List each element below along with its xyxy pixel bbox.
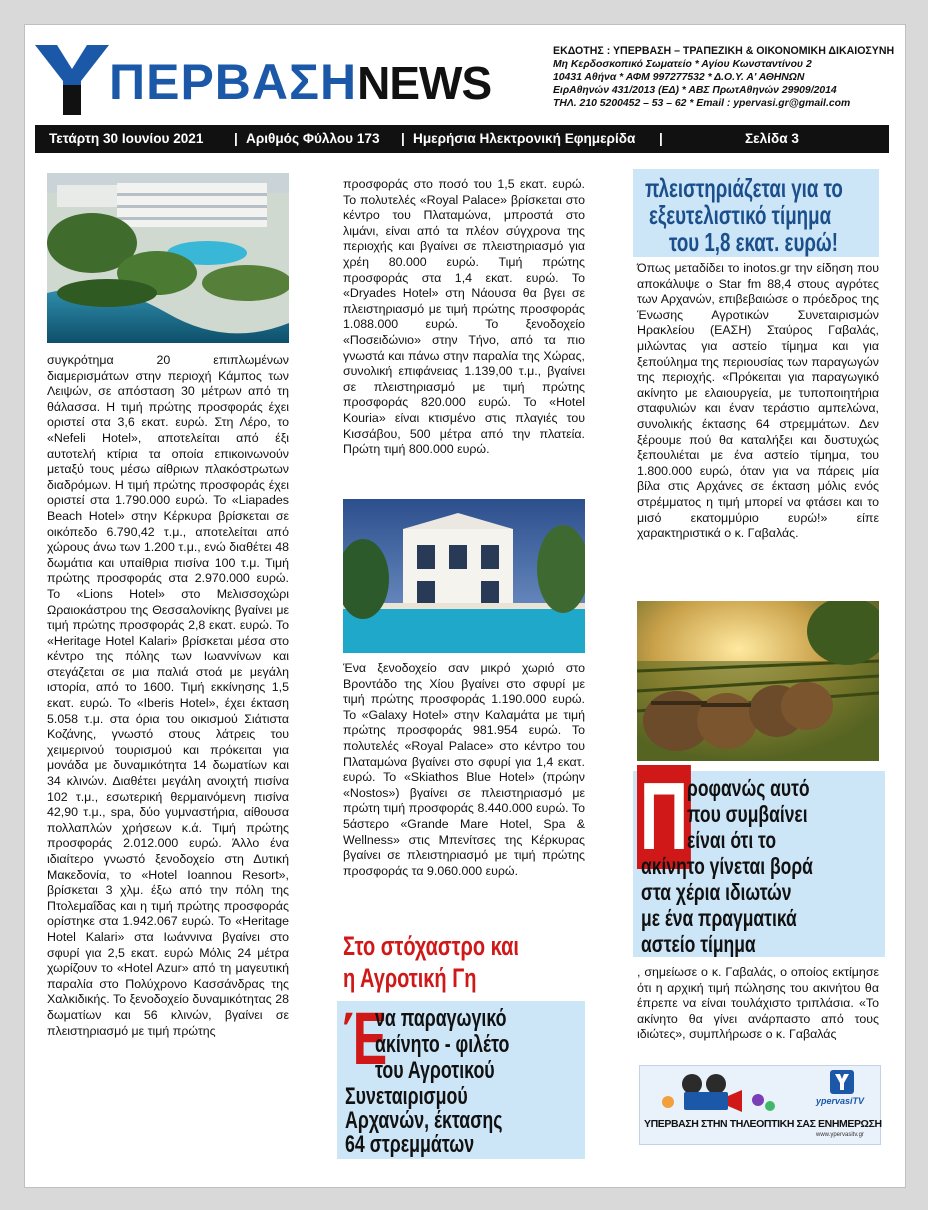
article-column-2-mid bbox=[343, 661, 585, 879]
masthead bbox=[35, 41, 495, 121]
hotel-photo-1-image bbox=[47, 173, 289, 343]
issue-number: Αριθμός Φύλλου 173 bbox=[246, 131, 380, 146]
quote-line: ροφανώς αυτό bbox=[687, 775, 810, 801]
publisher-line: 10431 Αθήνα * ΑΦΜ 997277532 * Δ.Ο.Υ. Α' ΑΘΗΝΩΝ bbox=[553, 72, 805, 83]
logo-y-icon bbox=[35, 45, 109, 115]
hotel-photo-2-image bbox=[343, 499, 585, 653]
publisher-info bbox=[553, 45, 893, 110]
box-line: ακίνητο - φιλέτο bbox=[375, 1031, 510, 1058]
separator: | bbox=[659, 131, 663, 146]
quote-line: με ένα πραγματικά bbox=[641, 905, 797, 931]
headline-line: η Αγροτική Γη bbox=[343, 963, 477, 993]
quote-line: αστείο τίμημα bbox=[641, 931, 756, 957]
box-line: να παραγωγικό bbox=[375, 1005, 507, 1032]
hotel-photo-1 bbox=[47, 173, 289, 343]
headline-line: εξευτελιστικό τίμημα bbox=[649, 200, 832, 230]
publisher-line: Μη Κερδοσκοπικό Σωματείο * Αγίου Κωνσταντίνου 2 bbox=[553, 59, 812, 70]
publisher-line: ΕιρΑθηνών 431/2013 (ΕΔ) * ΑΒΣ ΠρωτΑθηνών 29909/2014 bbox=[553, 85, 837, 96]
article-text: προσφοράς στο ποσό του 1,5 εκατ. ευρώ. Το πολυτελές «Royal Palace» βρίσκεται στο κέντρο του Πλαταμώνα, μπροστά στο λιμάνι, είναι από τα πλέον σύγχρονα της περιοχής και βγαίνει σε πλειστηριασμό για χρέη 80.000 ευρώ. Τιμή πρώτης προσφοράς στα 1,4 εκατ. ευρώ. Το «Dryades Hotel» στη Νάουσα θα βγει σε πλειστηριασμό με τιμή πρώτης προσφοράς 1.088.000 ευρώ. Το ξενοδοχείο «Ποσειδώνιο» στην Τήνο, από τα πιο γνωστά και πάνω στην παραλία της Χώρας, συνολική επιφάνειας 1.139,00 τ.μ., βγαίνει σε πλειστηριασμό με τιμή πρώτης προσφοράς 820.000 ευρώ. Το «Hotel Kouria» είναι κτισμένο στις πλαγιές του Κισσάβου, 500 μέτρα από την πλατεία. Πρώτη τιμή 800.000 ευρώ. bbox=[343, 177, 585, 457]
publisher-line: ΕΚΔΟΤΗΣ : ΥΠΕΡΒΑΣΗ – ΤΡΑΠΕΖΙΚΗ & ΟΙΚΟΝΟΜΙΚΗ ΔΙΚΑΙΟΣΥΝΗ bbox=[553, 45, 895, 57]
dropcap: Έ bbox=[343, 997, 388, 1080]
ad-caption: ΥΠΕΡΒΑΣΗ ΣΤΗΝ ΤΗΛΕΟΠΤΙΚΗ ΣΑΣ ΕΝΗΜΕΡΩΣΗ bbox=[644, 1118, 882, 1130]
separator: | bbox=[401, 131, 405, 146]
page-number: Σελίδα 3 bbox=[745, 131, 799, 146]
article-text: , σημείωσε ο κ. Γαβαλάς, ο οποίος εκτίμησε ότι η αρχική τιμή πώλησης του ακινήτου θα έπρεπε να είναι τουλάχιστο τριπλάσια. «Το ακίνητο θα γίνει ανάρπαστο από τους ιδιώτες», συμπλήρωσε ο κ. Γαβαλάς bbox=[637, 965, 879, 1042]
headline-box-auction bbox=[633, 169, 879, 257]
quote-line: που συμβαίνει bbox=[687, 801, 808, 827]
article-text: Όπως μεταδίδει το inotos.gr την είδηση που αποκάλυψε ο Star fm 88,4 στους αγρότες των Αρχανών, επιβεβαιώσε ο πρόεδρος της Ένωσης Αγροτικών Συνεταιρισμών Ηρακλείου (ΕΑΣΗ) Σταύρος Γαβαλάς, μιλώντας για αστείο τίμημα και για ξεπούλημα της περιουσίας των παραγωγών της περιοχής. «Πρόκειται για παραγωγικό ακίνητο με ελαιουργεία, με τυποποιητήρια σταφυλιών και έναν τεράστιο αμπελώνα, συνολικής έκτασης 64 στρεμμάτων. Δεν ξέρουμε πού θα καταλήξει και δυστυχώς ξεπουλιέται με ένα αστείο τίμημα, του 1.800.000 ευρώ, όταν για να πάρεις μία βίλα στις Αρχάνες σε έκταση μόλις ενός στρέμματος η τιμή μπορεί να φτάσει και το μισό εκατομμύριο ευρώ!» είπε χαρακτηριστικά ο κ. Γαβαλάς. bbox=[637, 261, 879, 541]
hotel-photo-2 bbox=[343, 499, 585, 653]
publisher-line: ΤΗΛ. 210 5200452 – 53 – 62 * Email : ypervasi.gr@gmail.com bbox=[553, 98, 851, 109]
section-headline bbox=[343, 931, 593, 993]
paper-type: Ημερήσια Ηλεκτρονική Εφημερίδα bbox=[413, 131, 636, 146]
box-line: του Αγροτικού bbox=[375, 1057, 495, 1084]
vineyard-photo bbox=[637, 601, 879, 761]
cinema-camera-icon bbox=[658, 1072, 778, 1114]
ad-brand: ypervasiTV bbox=[816, 1096, 865, 1106]
headline-line: του 1,8 εκατ. ευρώ! bbox=[669, 227, 838, 257]
highlight-box-land bbox=[337, 997, 585, 1159]
box-line: Συνεταιρισμού bbox=[345, 1083, 468, 1110]
newspaper-page bbox=[24, 24, 906, 1188]
box-line: 64 στρεμμάτων bbox=[345, 1131, 475, 1158]
dropcap: Π bbox=[637, 765, 691, 869]
box-line: Αρχανών, έκτασης bbox=[345, 1107, 503, 1134]
quote-line: είναι ότι το bbox=[687, 827, 777, 853]
article-text: Ένα ξενοδοχείο σαν μικρό χωριό στο Βροντάδο της Χίου βγαίνει στο σφυρί με τιμή πρώτης προσφοράς 1.190.000 ευρώ. Το «Galaxy Hotel» στην Καλαμάτα με τιμή πρώτης προσφοράς 981.954 ευρώ. Το πολυτελές «Royal Palace» στο κέντρο του Πλαταμώνα βγαίνει στο σφυρί για 1,4 εκατ. ευρώ. Το «Skiathos Blue Hotel» (πρώην «Nostos») βγαίνει σε πλειστηριασμό με πρώτη τιμή προσφοράς 8.440.000 ευρώ. Το 5άστερο «Grande Mare Hotel, Spa & Wellness» στις Μπενίτσες της Κέρκυρας βγαίνει σε πλειστηριασμό με τιμή πρώτης προσφοράς τα 9.060.000 ευρώ. bbox=[343, 661, 585, 878]
issue-date: Τετάρτη 30 Ιουνίου 2021 bbox=[49, 131, 204, 146]
ypervasi-tv-logo-icon bbox=[830, 1070, 854, 1094]
article-column-2-top bbox=[343, 177, 585, 458]
logo-wordmark bbox=[109, 55, 491, 110]
article-column-3-bottom bbox=[637, 965, 879, 1043]
article-text: συγκρότημα 20 επιπλωμένων διαμερισμάτων στην περιοχή Κάμπος των Λειψών, σε απόσταση 30 μέτρων από τη θάλασσα. Η τιμή πρώτης προσφοράς έχει οριστεί στα 3,6 εκατ. ευρώ. Στη Λέρο, το «Nefeli Hotel», αποτελείται από έξι αυτοτελή κτίρια τα οποία επικοινωνούν μεταξύ τους μέσω αίθριων πλακόστρωτων διαδρόμων. Η τιμή πρώτης προσφοράς έχει οριστεί στα 1.790.000 ευρώ. Το «Liapades Beach Hotel» στην Κέρκυρα βρίσκεται σε οικόπεδο 6.790,42 τ.μ., αποτελείται από χώρους άνω των 1.200 τ.μ., ενώ διαθέτει 48 δωμάτια και υπαίθρια πισίνα 100 τ.μ. Τιμή πρώτης προσφοράς στα 2.970.000 ευρώ. Το «Lions Hotel» στο Μελισσοχώρι Ωραιοκάστρου της Θεσσαλονίκης βγαίνει με τιμή πρώτης προσφοράς 2,8 εκατ. ευρώ. Το «Heritage Hotel Kalari» βρίσκεται μέσα στο κέντρο της πόλης των Ιωαννίνων και στεγάζεται σε μια παλιά στοά με μεγάλη ιστορία, από το 1600. Τιμή εκκίνησης 1,5 εκατ. ευρώ. Το «Iberis Hotel», έχει έκταση 5.058 τ.μ. στα όρια του οικισμού Σιάτιστα Κοζάνης, γνωστό στους λάτρεις του χειμερινού τουρισμού και πρόκειται για μονάδα με δυναμικότητα 14 δωματίων και 34 κλινών. Διαθέτει μεγάλη ανοιχτή πισίνα 102 τ.μ., εσωτερική θερμαινόμενη πισίνα 42,90 τ.μ., spa, δύο γυμναστήρια, αίθουσα πολλαπλών χρήσεων κ.ά. Τιμή πρώτης προσφοράς 2.012.000 ευρώ. Άλλο ένα ιδιαίτερο γνωστό ξενοδοχείο στη Δυτική Μακεδονία, το «Hotel Ioannou Resort», βρίσκεται 3 χλμ. έξω από την πόλη της Πτολεμαΐδας και η τιμή πρώτης προσφοράς ορίστηκε στα 1.942.067 ευρώ. Το «Heritage Hotel Kalari» στα Ιωάννινα βγαίνει στο σφυρί για 2,5 εκατ. ευρώ Μόλις 24 μέτρα χωρίζουν το «Hotel Azur» από τη μαγευτική παραλία στο Πολύχρονο Κασσάνδρας της Χαλκιδικής. Το ξενοδοχείο δυναμικότητας 28 δωματίων και 56 κλινών, βγαίνει σε πλειστηριασμό με τιμή πρώτης bbox=[47, 353, 289, 1038]
quote-box bbox=[633, 763, 885, 957]
article-column-1 bbox=[47, 353, 289, 1039]
logo-news: NEWS bbox=[357, 57, 492, 109]
quote-line: ακίνητο γίνεται βορά bbox=[641, 853, 813, 879]
vineyard-photo-image bbox=[637, 601, 879, 761]
ypervasi-tv-banner[interactable] bbox=[639, 1065, 881, 1145]
ad-url[interactable]: www.ypervasitv.gr bbox=[816, 1132, 864, 1138]
date-bar bbox=[35, 125, 889, 153]
headline-line: πλειστηριάζεται για το bbox=[645, 173, 843, 203]
logo-letters: ΠΕΡΒΑΣΗ bbox=[109, 54, 358, 110]
article-column-3-top bbox=[637, 261, 879, 542]
separator: | bbox=[234, 131, 238, 146]
headline-line: Στο στόχαστρο και bbox=[343, 931, 519, 961]
quote-line: στα χέρια ιδιωτών bbox=[641, 879, 792, 905]
